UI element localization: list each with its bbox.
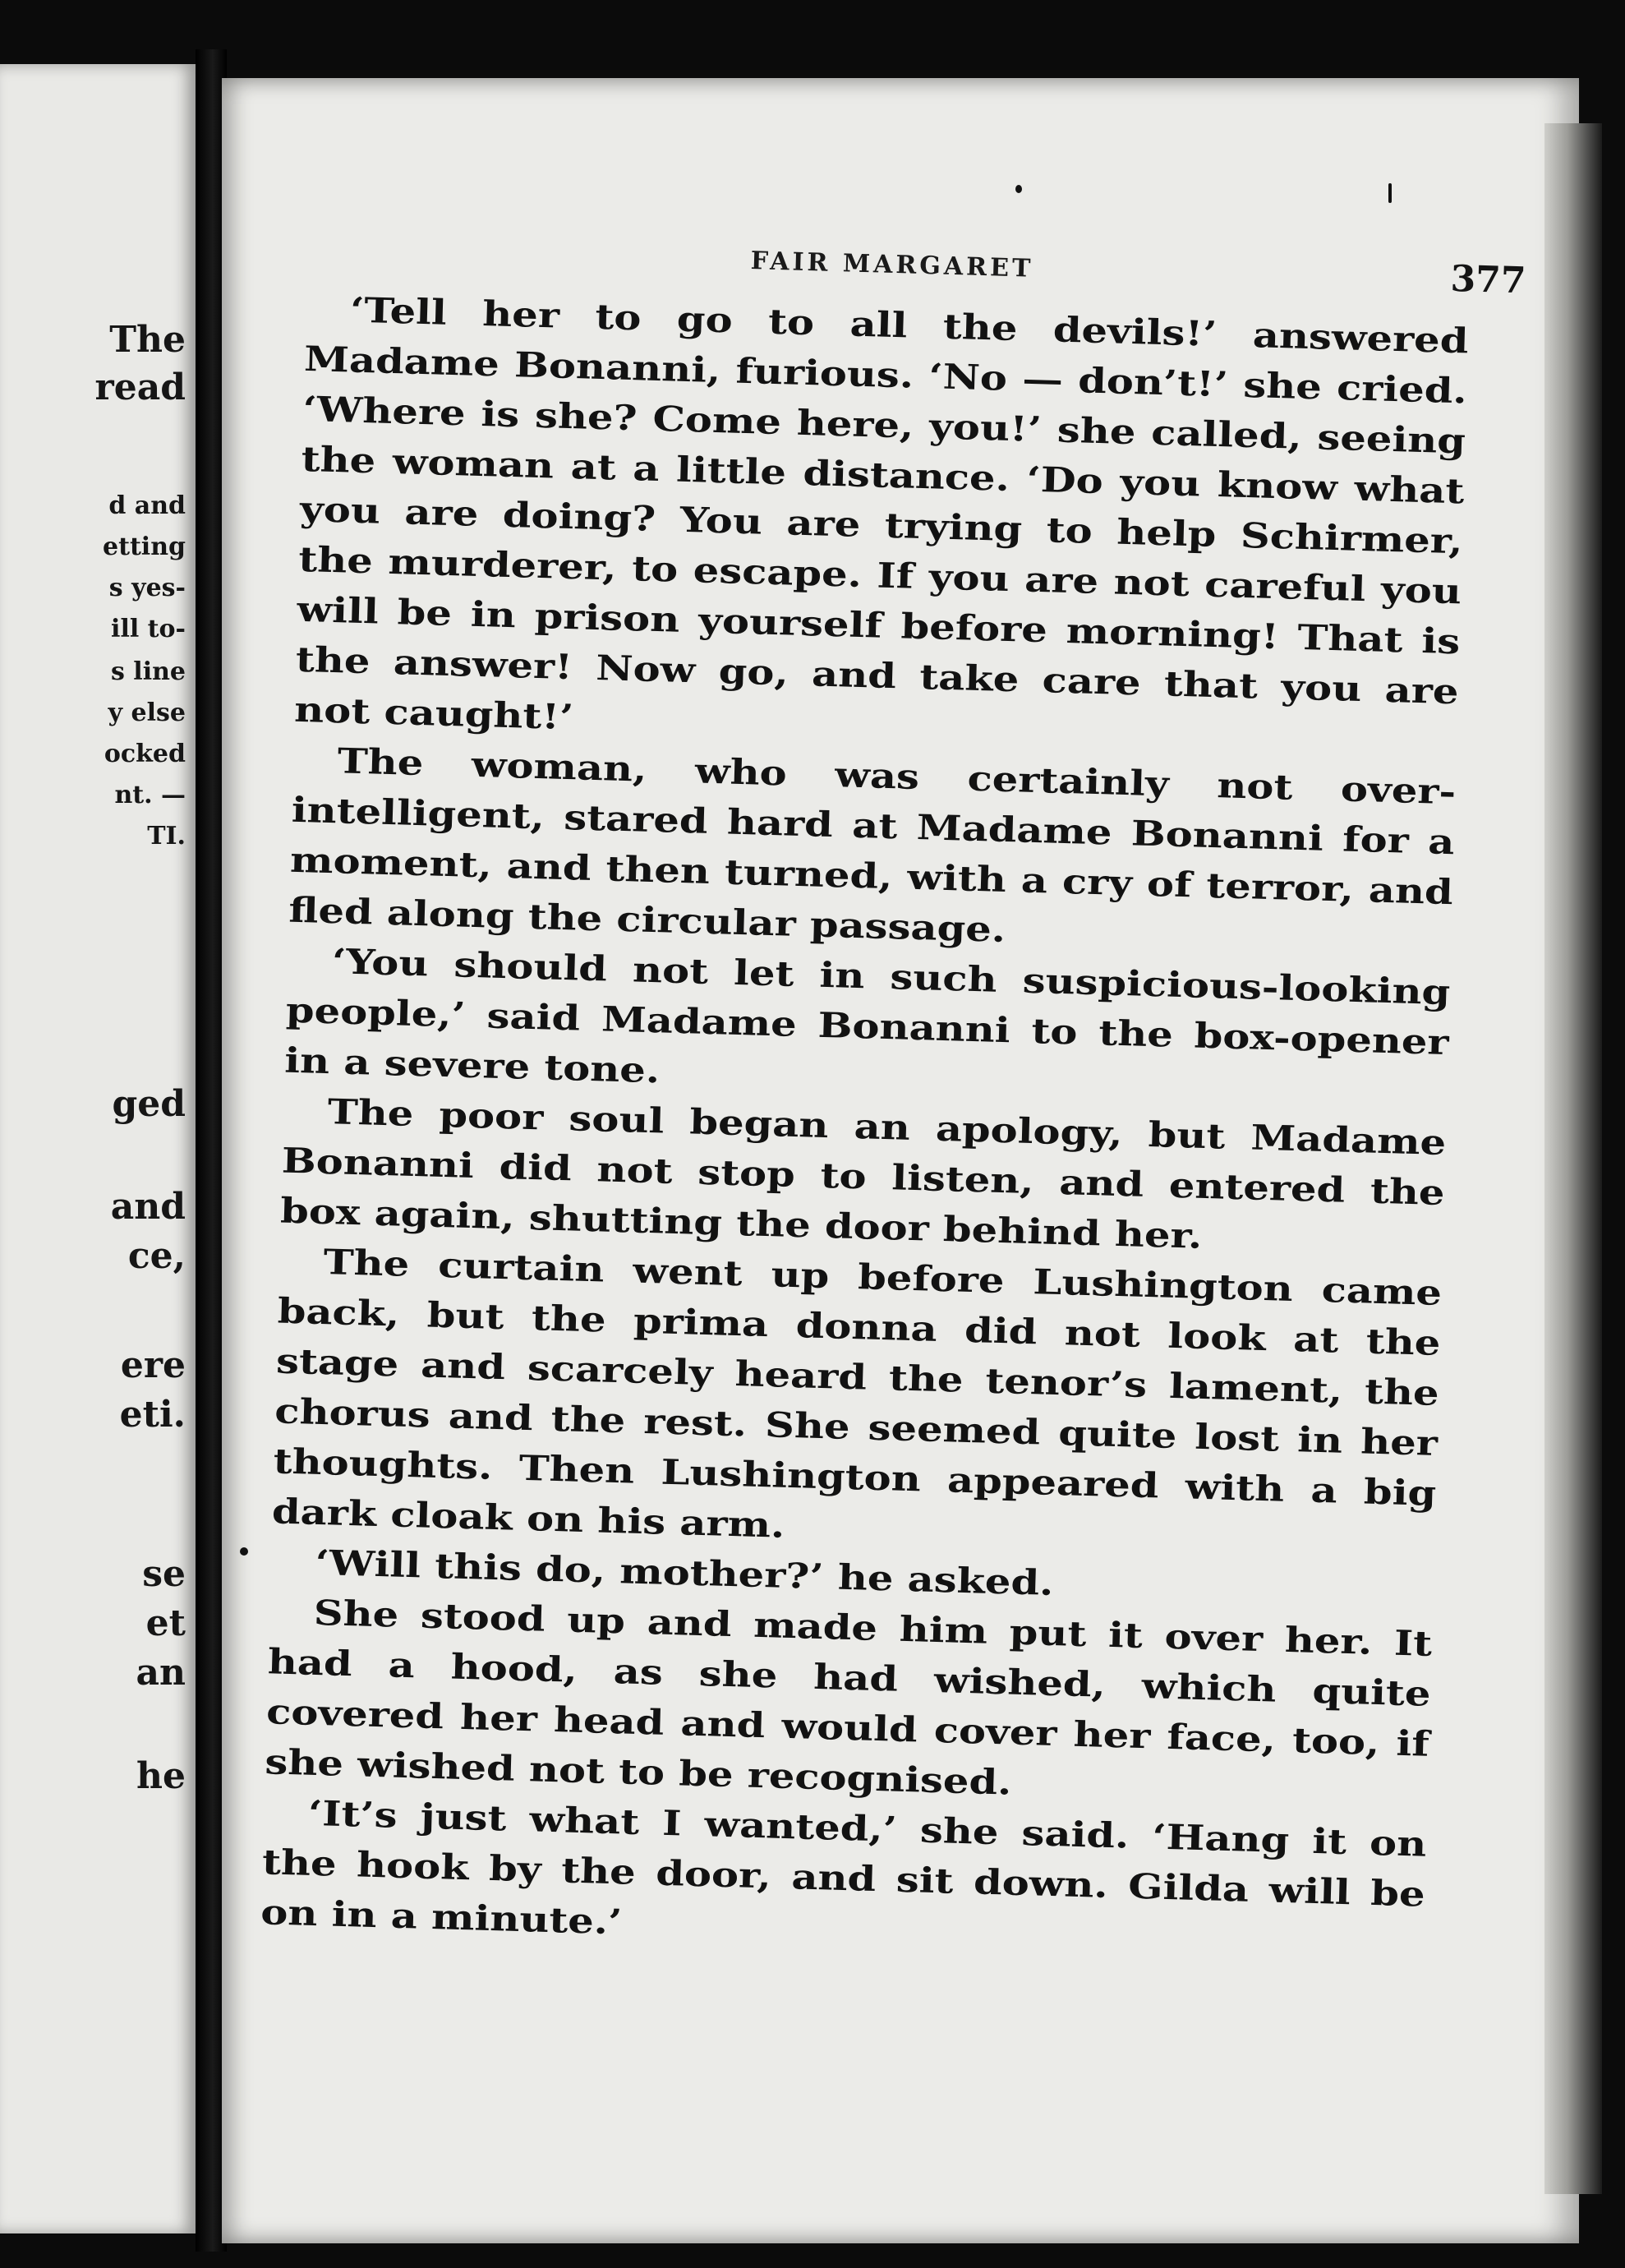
left-page-fragment: TI.	[147, 822, 186, 850]
page-number: 377	[1449, 257, 1527, 302]
ink-speck	[1015, 185, 1022, 193]
paragraph: The curtain went up before Lushington came back, but the prima donna did not look at the stage and scarcely heard the tenor’s lament, the chorus and the rest. She seemed quite lost in her thoughts. Then Lushington appeared with a big dark cloak on his arm.	[271, 1242, 1443, 1546]
left-page-fragment: ere	[120, 1344, 186, 1386]
left-page-fragment: s line	[110, 657, 186, 686]
left-page-fragment: ocked	[104, 740, 186, 768]
left-page-fragment: et	[145, 1602, 186, 1644]
left-page-fragment: se	[142, 1553, 186, 1595]
right-page	[222, 78, 1579, 2243]
paragraph: ‘It’s just what I wanted,’ she said. ‘Hang it on the hook by the door, and sit down. Gilda will be on in a minute.’	[260, 1792, 1427, 1943]
paragraph: ‘You should not let in such suspicious-looking people,’ said Madame Bonanni to the box-opener in a severe tone.	[283, 941, 1451, 1091]
left-page-fragment: he	[136, 1755, 186, 1797]
left-page-fragment: The	[109, 319, 186, 361]
paragraph: The poor soul began an apology, but Madame Bonanni did not stop to listen, and entered the box again, shutting the door behind her.	[279, 1091, 1447, 1256]
left-page-fragment: an	[136, 1652, 186, 1694]
left-page-fragment: eti.	[119, 1394, 186, 1436]
page-edges-shadow	[1544, 123, 1602, 2194]
left-page-fragment: s yes-	[108, 574, 186, 602]
paragraph: ‘Will this do, mother?’ he asked.	[314, 1542, 1055, 1603]
paragraph: The woman, who was certainly not over-intelligent, stared hard at Madame Bonanni for a moment, and then turned, with a cry of terror, and fled along the circular passage.	[288, 740, 1457, 951]
ink-speck	[1388, 183, 1392, 203]
left-page-fragment: d and	[108, 491, 186, 520]
paragraph: ‘Tell her to go to all the devils!’ answered Madame Bonanni, furious. ‘No — don’t!’ she cried. ‘Where is she? Come here, you!’ she called, seeing the woman at a little distance. ‘Do you know what you are doing? You are trying to help Schirmer, the murderer, to escape. If you are not careful you will be in prison yourself before morning! That is the answer! Now go, and take care that you are not caught!’	[293, 289, 1470, 738]
page-text-block	[260, 218, 1557, 1972]
left-page-fragment: ged	[112, 1083, 186, 1125]
left-page-fragment: ce,	[127, 1235, 186, 1277]
left-page-fragment: etting	[103, 532, 186, 561]
left-page-fragment: read	[94, 366, 186, 408]
left-facing-page	[0, 64, 196, 2233]
running-head-title: FAIR MARGARET	[750, 247, 1034, 284]
left-page-fragment: y else	[108, 698, 186, 727]
ink-speck	[240, 1547, 248, 1556]
left-page-fragment: ill to-	[111, 615, 186, 643]
left-page-fragment: and	[110, 1186, 186, 1228]
paragraph: She stood up and made him put it over her. It had a hood, as she had wished, which quite covered her head and would cover her face, too, if she wished not to be recognised.	[264, 1592, 1433, 1803]
left-page-fragment: nt. —	[114, 781, 186, 809]
